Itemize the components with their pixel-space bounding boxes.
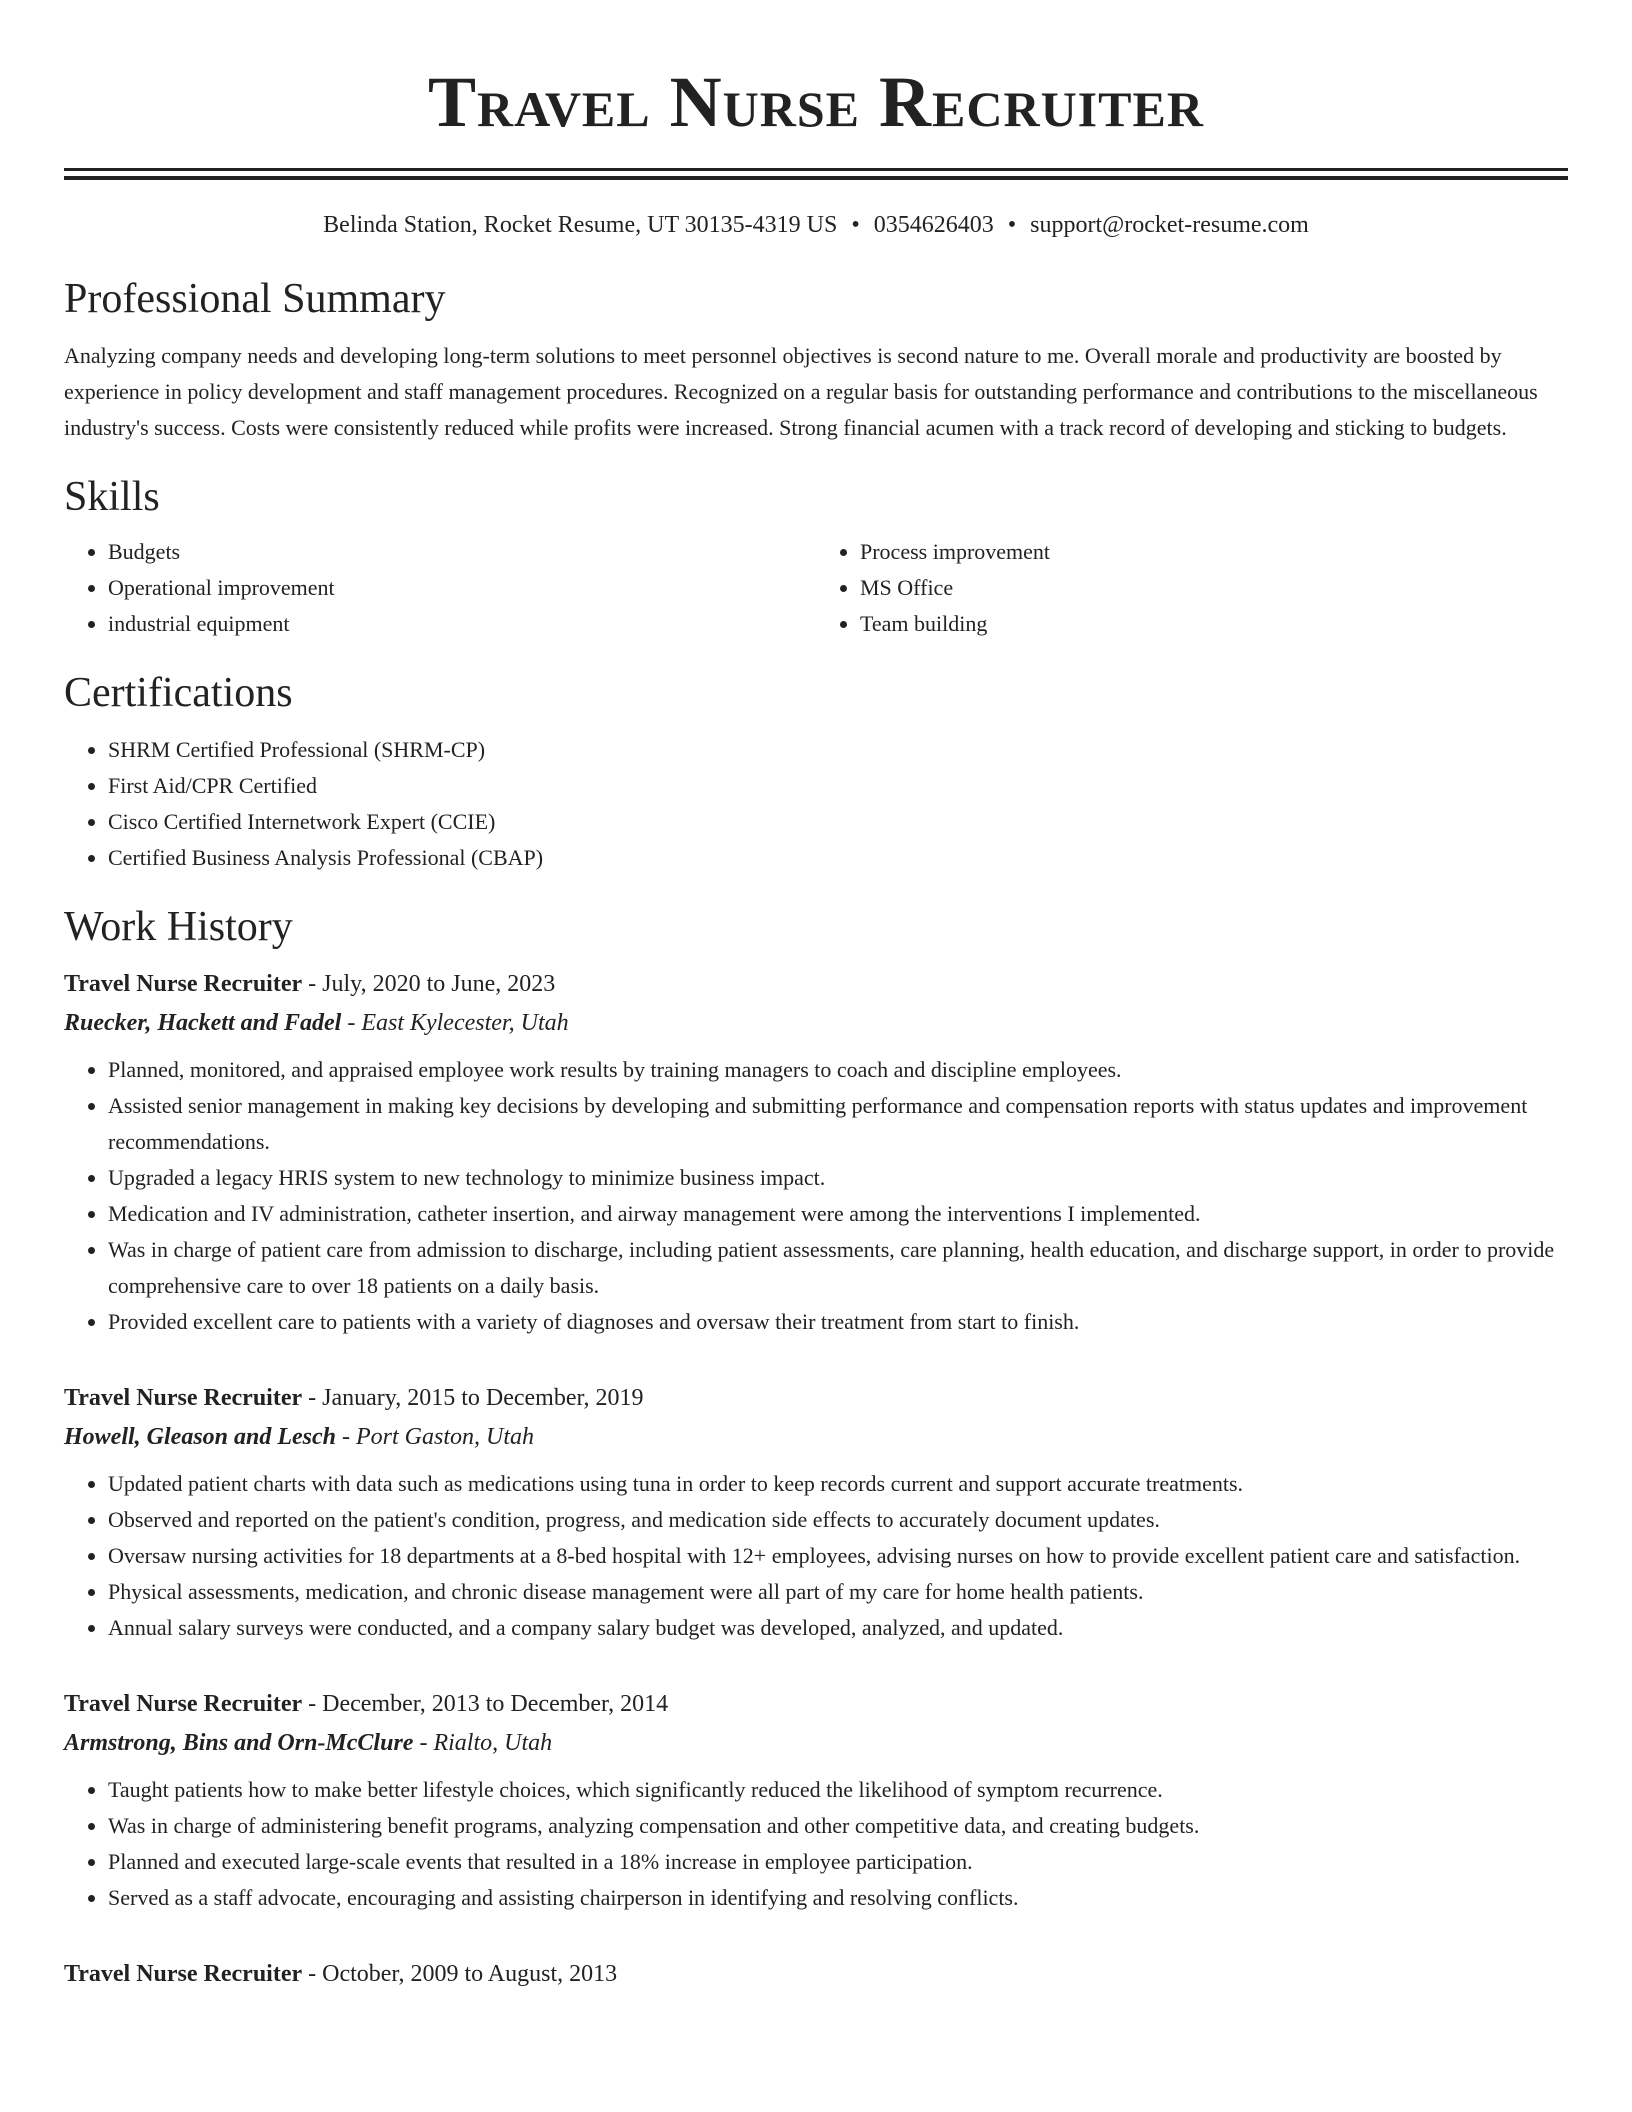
skill-item: • industrial equipment [108, 606, 816, 642]
job-bullets [64, 1052, 1568, 1340]
job-bullet: • Planned, monitored, and appraised employee work results by training managers to coach and discipline employees. [108, 1052, 1568, 1088]
job-employer [64, 1418, 1568, 1456]
summary-heading: Professional Summary [64, 276, 446, 322]
job-employer [64, 1004, 1568, 1042]
job-dash: - [302, 1385, 323, 1411]
work-history-heading: Work History [64, 904, 293, 950]
job-location: Rialto, Utah [433, 1730, 553, 1756]
job-dash: - [302, 971, 323, 997]
job-dates: January, 2015 to December, 2019 [322, 1385, 644, 1411]
job-bullet: • Physical assessments, medication, and chronic disease management were all part of my care for home health patients. [108, 1574, 1568, 1610]
job-dates: July, 2020 to June, 2023 [322, 971, 556, 997]
job-location: East Kylecester, Utah [361, 1010, 569, 1036]
job-bullet: • Annual salary surveys were conducted, and a company salary budget was developed, analyzed, and updated. [108, 1610, 1568, 1646]
job-bullet: • Oversaw nursing activities for 18 departments at a 8-bed hospital with 12+ employees, advising nurses on how to provide excellent patient care and satisfaction. [108, 1538, 1568, 1574]
contact-address: Belinda Station, Rocket Resume, UT 30135-4319 US [323, 212, 838, 238]
job-entry [64, 1954, 1568, 1994]
job-company: Armstrong, Bins and Orn-McClure [64, 1730, 414, 1756]
job-bullet: • Was in charge of patient care from admission to discharge, including patient assessments, care planning, health education, and discharge support, in order to provide comprehensive care to over 18 patients on a daily basis. [108, 1232, 1568, 1304]
job-dates: October, 2009 to August, 2013 [322, 1961, 618, 1987]
job-bullets [64, 1466, 1568, 1646]
skill-item: • Budgets [108, 534, 816, 570]
job-bullet: • Assisted senior management in making key decisions by developing and submitting performance and compensation reports with status updates and improvement recommendations. [108, 1088, 1568, 1160]
certification-item: • Cisco Certified Internetwork Expert (CCIE) [108, 804, 1568, 840]
job-bullet: • Planned and executed large-scale events that resulted in a 18% increase in employee participation. [108, 1844, 1568, 1880]
certifications-heading: Certifications [64, 670, 293, 716]
certification-item: • Certified Business Analysis Professional (CBAP) [108, 840, 1568, 876]
job-company: Ruecker, Hackett and Fadel [64, 1010, 342, 1036]
job-header [64, 1378, 1568, 1418]
contact-separator: • [1007, 212, 1017, 238]
skills-right-list [816, 534, 1568, 642]
skills-heading: Skills [64, 474, 160, 520]
job-dash: - [302, 1691, 323, 1717]
job-employer [64, 1724, 1568, 1762]
job-bullet: • Upgraded a legacy HRIS system to new technology to minimize business impact. [108, 1160, 1568, 1196]
job-header [64, 1684, 1568, 1724]
certification-item: • First Aid/CPR Certified [108, 768, 1568, 804]
summary-text: Analyzing company needs and developing long-term solutions to meet personnel objectives is second nature to me. Overall morale and productivity are boosted by experience in policy development and staff management procedures. Recognized on a regular basis for outstanding performance and contributions to the miscellaneous industry's success. Costs were consistently reduced while profits were increased. Strong financial acumen with a track record of developing and sticking to budgets. [64, 343, 1538, 440]
job-entry [64, 964, 1568, 1340]
job-role: Travel Nurse Recruiter [64, 1385, 303, 1411]
job-bullet: • Served as a staff advocate, encouraging and assisting chairperson in identifying and resolving conflicts. [108, 1880, 1568, 1916]
job-dash: - [302, 1961, 323, 1987]
job-bullet: • Medication and IV administration, catheter insertion, and airway management were among the interventions I implemented. [108, 1196, 1568, 1232]
title-divider [64, 168, 1568, 180]
job-role: Travel Nurse Recruiter [64, 1961, 303, 1987]
job-dash: - [341, 1010, 362, 1036]
job-bullet: • Observed and reported on the patient's condition, progress, and medication side effects to accurately document updates. [108, 1502, 1568, 1538]
certifications-list [64, 732, 1568, 876]
job-dash: - [336, 1424, 357, 1450]
job-bullets [64, 1772, 1568, 1916]
job-entry [64, 1378, 1568, 1646]
certification-item: • SHRM Certified Professional (SHRM-CP) [108, 732, 1568, 768]
job-bullet: • Updated patient charts with data such as medications using tuna in order to keep records current and support accurate treatments. [108, 1466, 1568, 1502]
skill-item: • Team building [860, 606, 1568, 642]
job-role: Travel Nurse Recruiter [64, 971, 303, 997]
job-location: Port Gaston, Utah [356, 1424, 535, 1450]
contact-phone: 0354626403 [873, 212, 994, 238]
skill-item: • MS Office [860, 570, 1568, 606]
skills-left-list [64, 534, 816, 642]
job-bullet: • Provided excellent care to patients with a variety of diagnoses and oversaw their treatment from start to finish. [108, 1304, 1568, 1340]
resume-page [64, 0, 1568, 1994]
skill-item: • Operational improvement [108, 570, 816, 606]
job-dates: December, 2013 to December, 2014 [322, 1691, 669, 1717]
job-bullet: • Taught patients how to make better lifestyle choices, which significantly reduced the likelihood of symptom recurrence. [108, 1772, 1568, 1808]
job-header [64, 1954, 1568, 1994]
job-header [64, 964, 1568, 1004]
skills-columns [64, 534, 1568, 642]
contact-line [64, 208, 1568, 242]
job-dash: - [413, 1730, 434, 1756]
contact-email: support@rocket-resume.com [1030, 212, 1309, 238]
job-role: Travel Nurse Recruiter [64, 1691, 303, 1717]
job-bullet: • Was in charge of administering benefit programs, analyzing compensation and other competitive data, and creating budgets. [108, 1808, 1568, 1844]
job-entry [64, 1684, 1568, 1916]
job-company: Howell, Gleason and Lesch [64, 1424, 337, 1450]
skill-item: • Process improvement [860, 534, 1568, 570]
resume-title: Travel Nurse Recruiter [428, 62, 1204, 142]
contact-separator: • [851, 212, 860, 238]
